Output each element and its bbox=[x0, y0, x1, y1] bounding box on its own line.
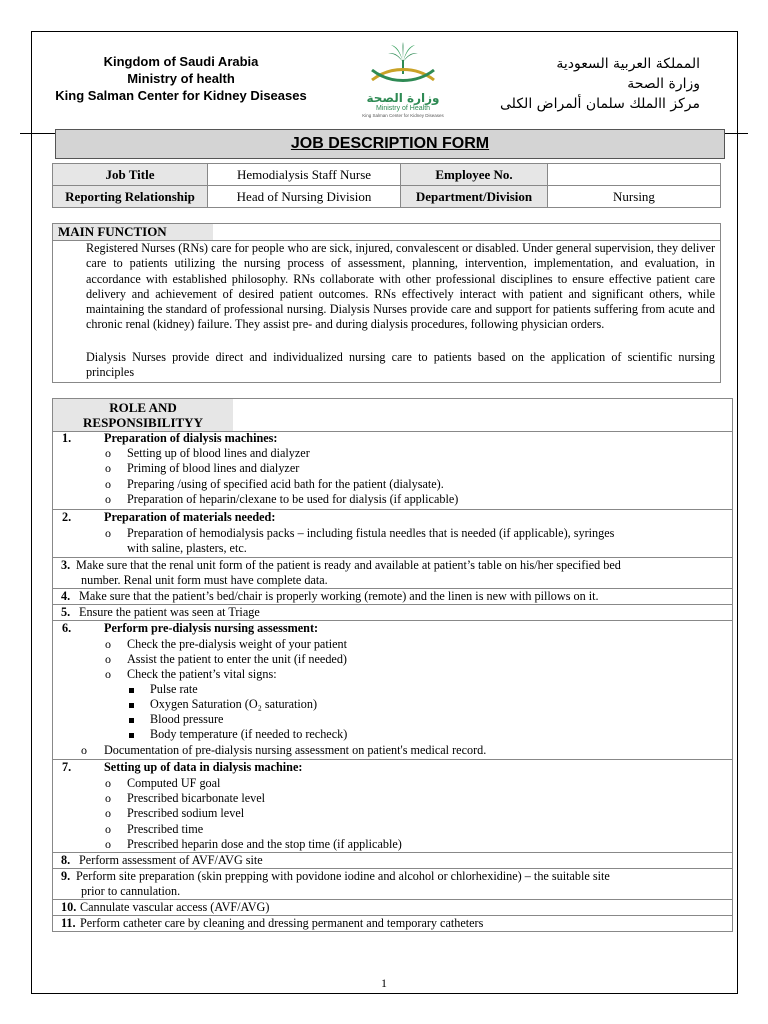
circle-bullet-icon: o bbox=[105, 776, 111, 790]
reporting-relationship-label: Reporting Relationship bbox=[53, 186, 208, 208]
section-4-text: Make sure that the patient’s bed/chair is properly working (remote) and the linen is new with pillows on it. bbox=[79, 589, 599, 603]
circle-bullet-icon: o bbox=[105, 492, 111, 506]
section-2-number: 2. bbox=[62, 510, 72, 524]
section-7-number: 7. bbox=[62, 760, 72, 774]
list-item: Prescribed bicarbonate level bbox=[127, 791, 266, 805]
list-item: Preparing /using of specified acid bath for the patient (dialysate). bbox=[127, 477, 444, 491]
section-11-number: 11. bbox=[61, 916, 76, 930]
circle-bullet-icon: o bbox=[105, 477, 111, 491]
header-arabic-country: المملكة العربية السعودية bbox=[556, 56, 700, 72]
section-1-number: 1. bbox=[62, 431, 72, 445]
section-4-number: 4. bbox=[61, 589, 71, 603]
circle-bullet-icon: o bbox=[105, 667, 111, 681]
table-row bbox=[53, 164, 721, 186]
circle-bullet-icon: o bbox=[105, 822, 111, 836]
circle-bullet-icon: o bbox=[105, 637, 111, 651]
section-10-text: Cannulate vascular access (AVF/AVG) bbox=[80, 900, 270, 914]
page-number: 1 bbox=[381, 976, 387, 990]
circle-bullet-icon: o bbox=[105, 461, 111, 475]
list-item: Assist the patient to enter the unit (if needed) bbox=[127, 652, 347, 666]
square-bullet-icon bbox=[129, 703, 134, 708]
header-english bbox=[42, 53, 320, 104]
vital-sign-item: Oxygen Saturation (O₂ saturation) bbox=[150, 697, 318, 711]
department-value: Nursing bbox=[548, 186, 721, 208]
role-heading-line-2: RESPONSIBILITYY bbox=[83, 415, 203, 430]
header-country: Kingdom of Saudi Arabia bbox=[103, 54, 259, 69]
employee-no-label: Employee No. bbox=[401, 164, 548, 186]
section-9-text: Perform site preparation (skin prepping with povidone iodine and alcohol or chlorhexidine) – the suitable site bbox=[76, 869, 610, 883]
section-9-number: 9. bbox=[61, 869, 71, 883]
section-5-number: 5. bbox=[61, 605, 71, 619]
logo-arabic-text: وزارة الصحة bbox=[366, 91, 440, 105]
list-item: Prescribed time bbox=[127, 822, 204, 836]
list-item: Preparation of heparin/clexane to be used for dialysis (if applicable) bbox=[127, 492, 459, 506]
list-item: Computed UF goal bbox=[127, 776, 221, 790]
table-row bbox=[53, 186, 721, 208]
job-title-label: Job Title bbox=[53, 164, 208, 186]
circle-bullet-icon: o bbox=[105, 806, 111, 820]
square-bullet-icon bbox=[129, 688, 134, 693]
header-arabic bbox=[500, 54, 700, 114]
reporting-relationship-value: Head of Nursing Division bbox=[208, 186, 401, 208]
main-function-section bbox=[52, 223, 721, 383]
role-heading bbox=[53, 399, 233, 431]
circle-bullet-icon: o bbox=[105, 446, 111, 460]
section-7-title: Setting up of data in dialysis machine: bbox=[104, 760, 303, 774]
logo-english-text: Ministry of Health bbox=[375, 105, 431, 112]
header-divider-tick-right bbox=[737, 128, 738, 138]
header-divider-tick-left bbox=[31, 128, 32, 138]
header-ministry: Ministry of health bbox=[127, 71, 235, 86]
documentation-item: Documentation of pre-dialysis nursing assessment on patient's medical record. bbox=[104, 743, 487, 757]
circle-bullet-icon: o bbox=[105, 526, 111, 540]
vital-sign-item: Body temperature (if needed to recheck) bbox=[150, 727, 348, 741]
header-center: King Salman Center for Kidney Diseases bbox=[55, 88, 307, 103]
section-6-title: Perform pre-dialysis nursing assessment: bbox=[104, 621, 319, 635]
list-item: Priming of blood lines and dialyzer bbox=[127, 461, 300, 475]
section-1-title: Preparation of dialysis machines: bbox=[104, 431, 278, 445]
employee-no-value bbox=[548, 164, 721, 186]
list-item: Prescribed heparin dose and the stop time (if applicable) bbox=[127, 837, 402, 851]
job-info-table bbox=[52, 163, 721, 208]
circle-bullet-icon: o bbox=[81, 743, 87, 757]
vital-sign-item: Blood pressure bbox=[150, 712, 224, 726]
main-function-paragraph-1: Registered Nurses (RNs) care for people who are sick, injured, convalescent or disabled. Under general supervision, they deliver care to patients utilizing the nursing process of assessment, planning, intervention, implementation, and evaluation, in accordance with established philosophy. RNs collaborate with other professional disciplines to ensure effective patient care delivery and achievement of desired patient outcomes. RNs effectively interact with patient and significant others, while maintaining the standard of professional nursing. Dialysis Nurses provide care and support for patients suffering from acute and chronic renal (kidney) failure. They assist pre- and during dialysis procedures, following physician orders. bbox=[86, 241, 715, 332]
role-responsibility-section bbox=[52, 398, 733, 932]
palm-swords-icon bbox=[360, 40, 446, 86]
circle-bullet-icon: o bbox=[105, 837, 111, 851]
section-9-text-continued: prior to cannulation. bbox=[81, 884, 181, 898]
square-bullet-icon bbox=[129, 733, 134, 738]
section-6-number: 6. bbox=[62, 621, 72, 635]
list-item: Setting up of blood lines and dialyzer bbox=[127, 446, 310, 460]
list-item: Preparation of hemodialysis packs – including fistula needles that is needed (if applicable), syringes bbox=[127, 526, 615, 540]
main-function-heading: MAIN FUNCTION bbox=[53, 224, 213, 240]
header-arabic-ministry: وزارة الصحة bbox=[627, 76, 700, 92]
logo-sub-text: King Salman Center for Kidney Diseases bbox=[362, 113, 444, 118]
section-3-text: Make sure that the renal unit form of the patient is ready and available at patient’s table on his/her specified bed bbox=[76, 558, 621, 572]
header-arabic-center: مركز االملك سلمان ألمراض الكلى bbox=[500, 96, 700, 112]
list-item: Prescribed sodium level bbox=[127, 806, 245, 820]
main-function-paragraph-2: Dialysis Nurses provide direct and individualized nursing care to patients based on the application of scientific nursing principles bbox=[86, 350, 715, 380]
section-3-text-continued: number. Renal unit form must have complete data. bbox=[81, 573, 328, 587]
list-item: Check the pre-dialysis weight of your patient bbox=[127, 637, 347, 651]
job-title-value: Hemodialysis Staff Nurse bbox=[208, 164, 401, 186]
square-bullet-icon bbox=[129, 718, 134, 723]
role-heading-line-1: ROLE AND bbox=[109, 400, 177, 415]
list-item: Check the patient’s vital signs: bbox=[127, 667, 277, 681]
section-3-number: 3. bbox=[61, 558, 71, 572]
section-2-title: Preparation of materials needed: bbox=[104, 510, 276, 524]
circle-bullet-icon: o bbox=[105, 791, 111, 805]
circle-bullet-icon: o bbox=[105, 652, 111, 666]
department-label: Department/Division bbox=[401, 186, 548, 208]
section-10-number: 10. bbox=[61, 900, 77, 914]
vital-sign-item: Pulse rate bbox=[150, 682, 198, 696]
ministry-of-health-logo bbox=[360, 40, 446, 124]
section-11-text: Perform catheter care by cleaning and dressing permanent and temporary catheters bbox=[80, 916, 484, 930]
form-title: JOB DESCRIPTION FORM bbox=[55, 129, 725, 159]
list-item-continued: with saline, plasters, etc. bbox=[127, 541, 247, 555]
section-8-text: Perform assessment of AVF/AVG site bbox=[79, 853, 263, 867]
section-8-number: 8. bbox=[61, 853, 71, 867]
section-5-text: Ensure the patient was seen at Triage bbox=[79, 605, 260, 619]
